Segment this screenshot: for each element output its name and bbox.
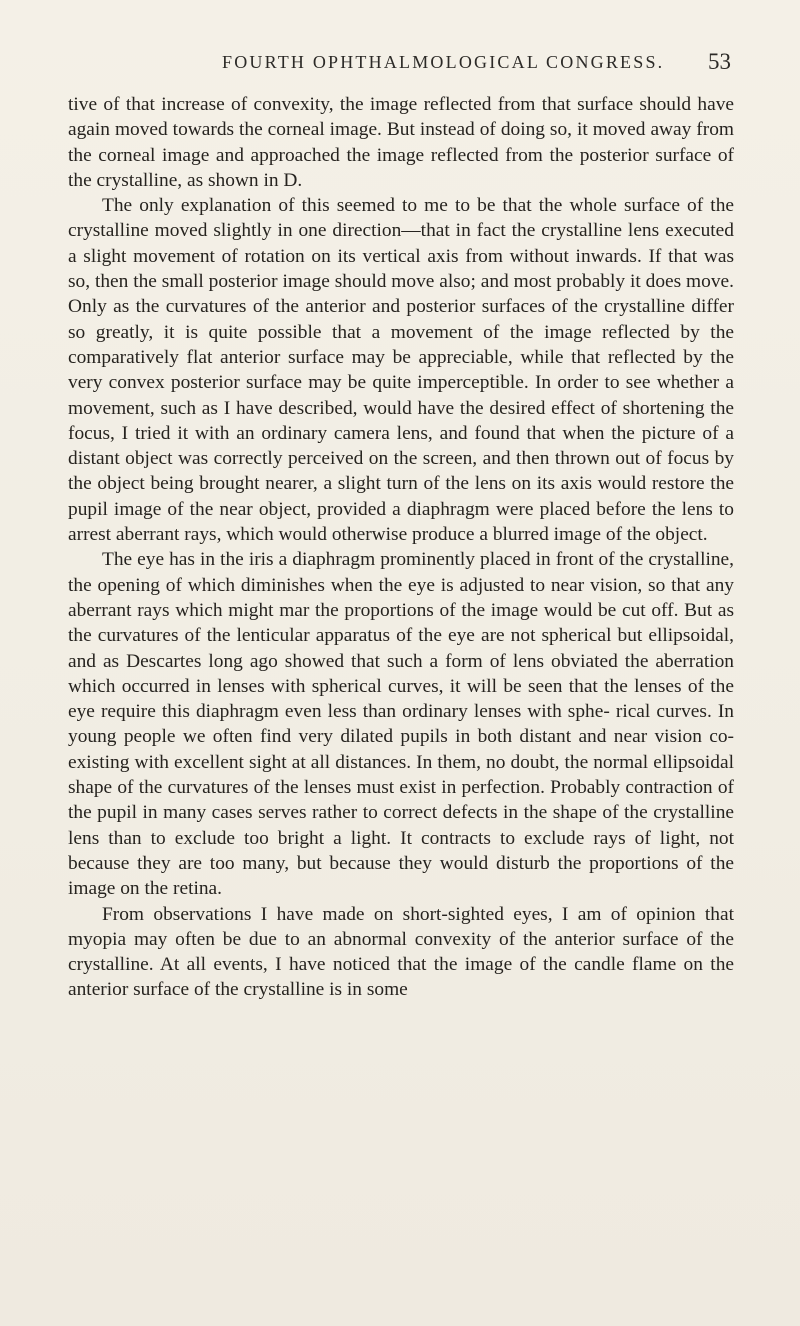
page-number: 53 [708,49,731,74]
running-title: FOURTH OPHTHALMOLOGICAL CONGRESS. [222,52,665,72]
paragraph: The only explanation of this seemed to me to be that the whole surface of the crystalline moved slightly in one direction—that in fact the crystalline lens executed a slight movement of rotation on its vertical axis from without inwards. If that was so, then the small posterior image should move also; and most probably it does move. Only as the curvatures of the anterior and posterior surfaces of the crystalline differ so greatly, it is quite possible that a movement of the image reflected by the comparatively flat anterior surface may be appreciable, while that reflected by the very convex posterior surface may be quite imperceptible. In order to see whether a movement, such as I have described, would have the desired effect of shortening the focus, I tried it with an ordinary camera lens, and found that when the picture of a distant object was correctly perceived on the screen, and then thrown out of focus by the object being brought nearer, a slight turn of the lens on its axis would restore the pupil image of the near object, provided a diaphragm were placed before the lens to arrest aberrant rays, which would otherwise produce a blurred image of the object. [68,195,734,546]
paragraph-continuation: tive of that increase of convexity, the image reflected from that surface should have again moved towards the corneal image. But instead of doing so, it moved away from the corneal image and approached the image reflected from the posterior surface of the crystalline, as shown in D. [68,94,734,191]
paragraph: From observations I have made on short-sighted eyes, I am of opinion that myopia may often be due to an abnormal convexity of the anterior surface of the crystalline. At all events, I have noticed that the image of the candle flame on the anterior surface of the crystalline is in some [68,903,734,1001]
paragraph: The eye has in the iris a diaphragm prominently placed in front of the crystalline, the opening of which diminishes when the eye is adjusted to near vision, so that any aberrant rays which might mar the proportions of the image would be cut off. But as the curvatures of the lenticular apparatus of the eye are not spherical but ellipsoidal, and as Descartes long ago showed that such a form of lens obviated the aberration which occurred in lenses with spherical curves, it will be seen that the lenses of the eye require this diaphragm even less than ordinary lenses with sphe- rical curves. In young people we often find very dilated pupils in both distant and near vision co-existing with excellent sight at all distances. In them, no doubt, the normal ellipsoidal shape of the curvatures of the lenses must exist in perfection. Probably contraction of the pupil in many cases serves rather to correct defects in the shape of the crystalline lens than to exclude too bright a light. It contracts to exclude rays of light, not because they are too many, but because they would disturb the proportions of the image on the retina. [68,549,734,900]
body-text [68,92,734,1003]
